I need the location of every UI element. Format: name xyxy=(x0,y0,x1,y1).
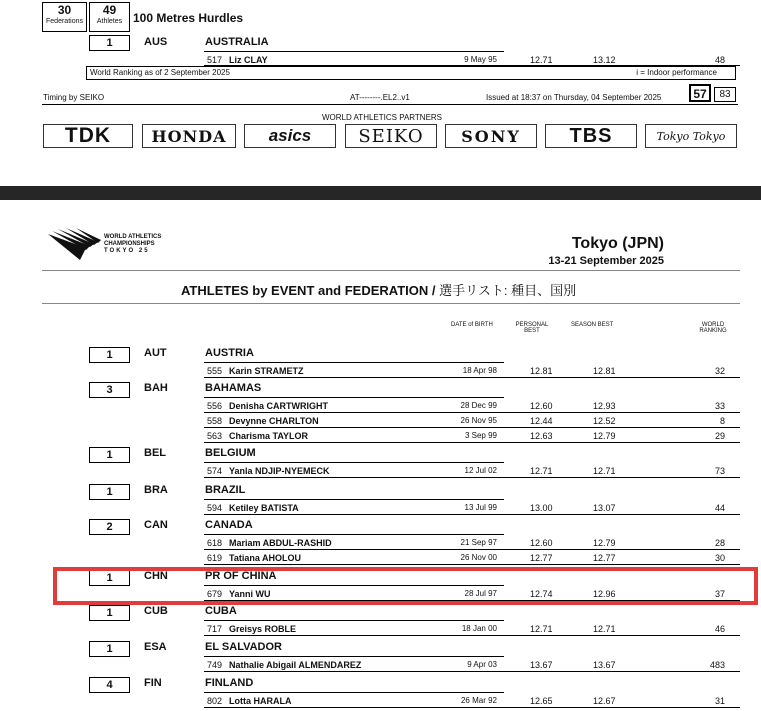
championships-logo-icon xyxy=(46,228,102,262)
athletes-count: 49 xyxy=(102,3,117,17)
col-sb: SEASON BEST xyxy=(571,322,614,328)
athlete-wr: 28 xyxy=(714,538,725,548)
athlete-sb: 12.52 xyxy=(593,416,616,426)
athlete-sb: 13.07 xyxy=(593,503,616,513)
athlete-dob: 26 Nov 00 xyxy=(460,553,497,562)
athlete-wr: 48 xyxy=(714,55,725,65)
row-divider xyxy=(204,397,504,398)
athlete-pb: 12.81 xyxy=(530,366,553,376)
athlete-wr: 31 xyxy=(714,696,725,706)
athlete-dob: 9 May 95 xyxy=(464,55,497,64)
athlete-wr: 29 xyxy=(714,431,725,441)
athlete-sb: 12.81 xyxy=(593,366,616,376)
athlete-wr: 73 xyxy=(714,466,725,476)
seiko-logo: SEIKO xyxy=(345,124,437,148)
federation-code: AUT xyxy=(144,347,167,359)
athlete-dob: 26 Nov 95 xyxy=(460,416,497,425)
athlete-dob: 21 Sep 97 xyxy=(460,538,497,547)
federation-code: CUB xyxy=(144,605,168,617)
federation-count: 3 xyxy=(89,382,130,398)
athlete-name: Devynne CHARLTON xyxy=(229,416,319,426)
athlete-bib: 574 xyxy=(207,466,223,476)
athlete-bib: 679 xyxy=(207,589,223,599)
athlete-pb: 12.65 xyxy=(530,696,553,706)
athlete-dob: 28 Jul 97 xyxy=(464,589,497,598)
federation-code: CAN xyxy=(144,519,168,531)
athlete-dob: 28 Dec 99 xyxy=(460,401,497,410)
athlete-sb: 12.79 xyxy=(593,431,616,441)
federation-name: EL SALVADOR xyxy=(205,641,283,653)
athlete-dob: 26 Mar 92 xyxy=(460,696,497,705)
athlete-dob: 9 Apr 03 xyxy=(467,660,497,669)
athlete-name: Charisma TAYLOR xyxy=(229,431,309,441)
federation-code: BRA xyxy=(144,484,168,496)
federation-name: FINLAND xyxy=(205,677,254,689)
athlete-pb: 13.00 xyxy=(530,503,553,513)
athlete-bib: 717 xyxy=(207,624,223,634)
asics-logo: asics xyxy=(244,124,336,148)
athlete-wr: 483 xyxy=(709,660,725,670)
logo-text: WORLD ATHLETICS CHAMPIONSHIPS TOKYO 25 xyxy=(104,234,162,254)
athlete-wr: 37 xyxy=(714,589,725,599)
athlete-pb: 12.63 xyxy=(530,431,553,441)
federation-code: AUS xyxy=(144,36,168,48)
athlete-dob: 12 Jul 02 xyxy=(464,466,497,475)
honda-logo: HONDA xyxy=(142,124,236,148)
athletes-count-box xyxy=(89,2,130,32)
athlete-dob: 18 Jan 00 xyxy=(461,624,497,633)
federations-count: 30 xyxy=(57,3,72,17)
federation-count: 4 xyxy=(89,677,130,693)
athlete-wr: 30 xyxy=(714,553,725,563)
list-title: ATHLETES by EVENT and FEDERATION / 選手リスト: 種目、国別 xyxy=(181,283,577,298)
athlete-sb: 12.67 xyxy=(593,696,616,706)
athlete-name: Tatiana AHOLOU xyxy=(229,553,302,563)
athlete-wr: 33 xyxy=(714,401,725,411)
athlete-dob: 13 Jul 99 xyxy=(464,503,497,512)
row-divider xyxy=(204,412,740,413)
highlight-box xyxy=(53,567,758,605)
federation-name: PR OF CHINA xyxy=(205,570,277,582)
athlete-bib: 556 xyxy=(207,401,223,411)
page-number: 57 xyxy=(689,84,711,102)
federation-count: 2 xyxy=(89,519,130,535)
row-divider xyxy=(204,362,504,363)
row-divider xyxy=(204,692,504,693)
athlete-sb: 12.77 xyxy=(593,553,616,563)
issued-text: Issued at 18:37 on Thursday, 04 September 2025 xyxy=(486,93,662,102)
federation-count: 1 xyxy=(89,347,130,363)
city-title: Tokyo (JPN) xyxy=(571,235,664,252)
row-divider xyxy=(204,620,504,621)
athlete-wr: 46 xyxy=(714,624,725,634)
row-divider xyxy=(204,442,740,443)
row-divider xyxy=(204,499,504,500)
athlete-dob: 3 Sep 99 xyxy=(464,431,497,440)
federation-count: 1 xyxy=(89,484,130,500)
federations-label: Federations xyxy=(46,18,83,25)
athlete-name: Yanni WU xyxy=(229,589,271,599)
federation-name: BAHAMAS xyxy=(205,382,262,394)
col-dob: DATE of BIRTH xyxy=(451,322,493,328)
event-dates: 13-21 September 2025 xyxy=(548,255,664,267)
federation-count: 1 xyxy=(89,570,130,586)
row-divider xyxy=(204,671,740,672)
indoor-note: i = Indoor performance xyxy=(636,68,717,77)
athlete-name: Karin STRAMETZ xyxy=(229,366,304,376)
athlete-sb: 12.93 xyxy=(593,401,616,411)
athlete-wr: 32 xyxy=(714,366,725,376)
row-divider xyxy=(204,477,740,478)
athlete-pb: 12.77 xyxy=(530,553,553,563)
row-divider xyxy=(204,707,740,708)
athlete-pb: 12.60 xyxy=(530,401,553,411)
ranking-note: World Ranking as of 2 September 2025 xyxy=(90,68,230,77)
row-divider xyxy=(204,514,740,515)
federation-code: CHN xyxy=(144,570,168,582)
federation-code: ESA xyxy=(144,641,167,653)
athlete-pb: 12.71 xyxy=(530,624,553,634)
row-divider xyxy=(204,377,740,378)
col-wr: WORLD RANKING xyxy=(699,322,727,334)
athlete-name: Greisys ROBLE xyxy=(229,624,297,634)
athlete-pb: 12.74 xyxy=(530,589,553,599)
athlete-pb: 13.67 xyxy=(530,660,553,670)
federation-code: BAH xyxy=(144,382,168,394)
athlete-bib: 619 xyxy=(207,553,223,563)
athlete-sb: 12.71 xyxy=(593,466,616,476)
row-divider xyxy=(204,534,504,535)
federation-count: 1 xyxy=(89,605,130,621)
event-title: 100 Metres Hurdles xyxy=(133,11,244,25)
row-divider xyxy=(204,427,740,428)
tdk-logo: TDK xyxy=(43,124,133,148)
ranking-note-box xyxy=(86,66,736,80)
athlete-name: Liz CLAY xyxy=(229,55,268,65)
athlete-wr: 8 xyxy=(719,416,725,426)
federation-count: 1 xyxy=(89,641,130,657)
athlete-name: Mariam ABDUL-RASHID xyxy=(229,538,332,548)
row-divider xyxy=(204,564,740,565)
sony-logo: SONY xyxy=(445,124,537,148)
federation-name: BELGIUM xyxy=(205,447,256,459)
athlete-bib: 517 xyxy=(207,55,223,65)
athlete-dob: 18 Apr 98 xyxy=(462,366,497,375)
athlete-sb: 13.67 xyxy=(593,660,616,670)
timing-text: Timing by SEIKO xyxy=(43,93,105,102)
athlete-name: Lotta HARALA xyxy=(229,696,292,706)
athlete-pb: 12.71 xyxy=(530,55,553,65)
partners-title: WORLD ATHLETICS PARTNERS xyxy=(322,113,443,122)
federations-count-box xyxy=(42,2,87,32)
row-divider xyxy=(204,549,740,550)
doc-code: AT--------.EL2..v1 xyxy=(350,93,410,102)
athlete-name: Yanla NDJIP-NYEMECK xyxy=(229,466,330,476)
athlete-pb: 12.44 xyxy=(530,416,553,426)
federation-code: BEL xyxy=(144,447,166,459)
col-pb: PERSONAL BEST xyxy=(515,322,549,334)
athlete-name: Ketiley BATISTA xyxy=(229,503,299,513)
federation-name: AUSTRALIA xyxy=(205,36,269,48)
row-divider xyxy=(204,656,504,657)
row-divider xyxy=(204,635,740,636)
row-divider xyxy=(204,462,504,463)
federation-count: 1 xyxy=(89,447,130,463)
athlete-sb: 12.96 xyxy=(593,589,616,599)
federation-name: CUBA xyxy=(205,605,237,617)
athlete-bib: 802 xyxy=(207,696,223,706)
athlete-sb: 12.71 xyxy=(593,624,616,634)
athlete-bib: 563 xyxy=(207,431,223,441)
page-divider xyxy=(0,186,761,200)
athlete-bib: 558 xyxy=(207,416,223,426)
page-total: 83 xyxy=(714,87,736,102)
athlete-name: Denisha CARTWRIGHT xyxy=(229,401,328,411)
athletes-label: Athletes xyxy=(96,18,123,25)
athlete-bib: 749 xyxy=(207,660,223,670)
federation-count: 1 xyxy=(89,35,130,51)
tokyo-logo: Tokyo Tokyo xyxy=(645,124,737,148)
federation-name: BRAZIL xyxy=(205,484,246,496)
federation-code: FIN xyxy=(144,677,162,689)
athlete-wr: 44 xyxy=(714,503,725,513)
athlete-sb: 13.12 xyxy=(593,55,616,65)
athlete-pb: 12.71 xyxy=(530,466,553,476)
federation-name: AUSTRIA xyxy=(205,347,254,359)
athlete-bib: 594 xyxy=(207,503,223,513)
federation-name: CANADA xyxy=(205,519,253,531)
athlete-pb: 12.60 xyxy=(530,538,553,548)
athlete-bib: 618 xyxy=(207,538,223,548)
athlete-sb: 12.79 xyxy=(593,538,616,548)
athlete-name: Nathalie Abigail ALMENDAREZ xyxy=(229,660,362,670)
athlete-bib: 555 xyxy=(207,366,223,376)
tbs-logo: TBS xyxy=(545,124,637,148)
